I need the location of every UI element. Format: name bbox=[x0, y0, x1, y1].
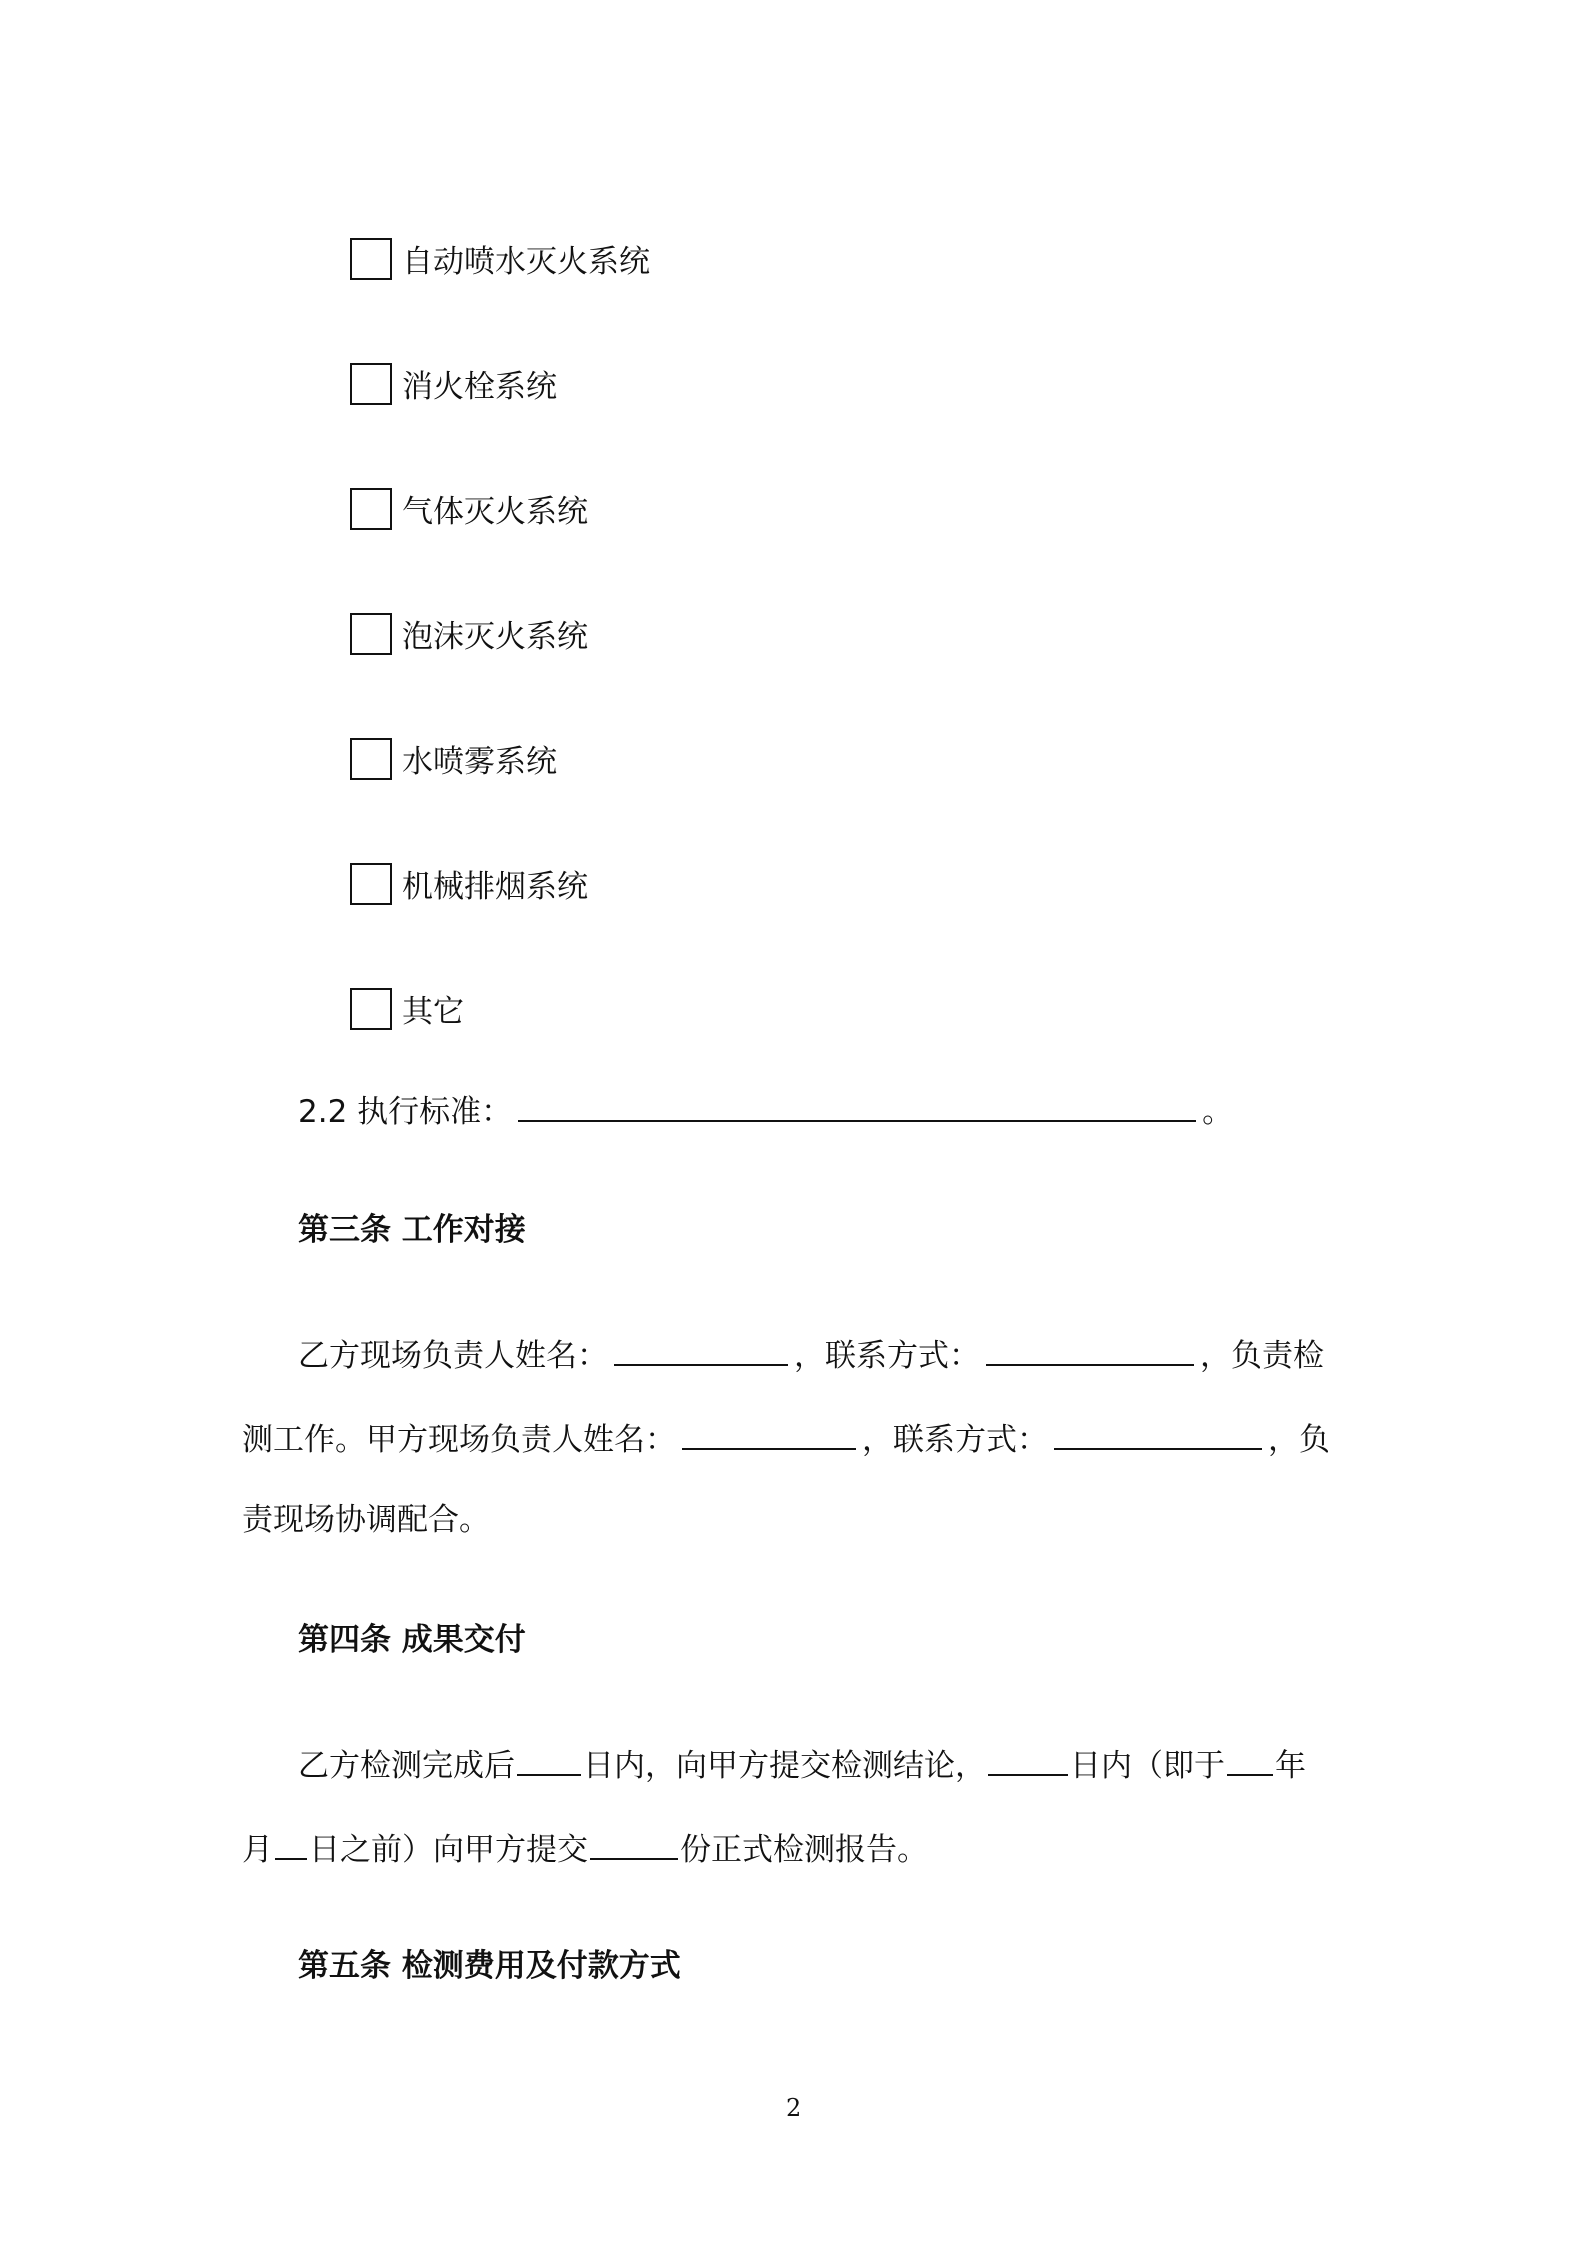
article4-line2 bbox=[242, 1828, 928, 1868]
article3-text: ，联系方式： bbox=[862, 1422, 1048, 1458]
day-blank[interactable] bbox=[275, 1828, 307, 1860]
article3-text: ，联系方式： bbox=[794, 1338, 980, 1374]
article4-text: 日之前）向甲方提交 bbox=[309, 1832, 588, 1868]
checkbox-item-sprinkler[interactable] bbox=[350, 232, 650, 280]
party-a-contact-blank[interactable] bbox=[1054, 1418, 1262, 1450]
checkbox-label: 消火栓系统 bbox=[402, 369, 557, 405]
party-b-name-blank[interactable] bbox=[614, 1334, 788, 1366]
standard-line bbox=[298, 1090, 1233, 1130]
checkbox-item-other[interactable] bbox=[350, 982, 464, 1030]
checkbox-label: 水喷雾系统 bbox=[402, 744, 557, 780]
article3-text: ，负责检 bbox=[1200, 1338, 1324, 1374]
page-number: 2 bbox=[786, 2094, 802, 2122]
article4-heading: 第四条 成果交付 bbox=[298, 1622, 526, 1658]
standard-end: 。 bbox=[1202, 1094, 1234, 1130]
checkbox-gas[interactable] bbox=[350, 488, 392, 530]
article3-text: 测工作。甲方现场负责人姓名： bbox=[242, 1422, 676, 1458]
article4-line1 bbox=[298, 1744, 1306, 1784]
checkbox-item-smoke-exhaust[interactable] bbox=[350, 857, 588, 905]
checkbox-label: 泡沫灭火系统 bbox=[402, 619, 588, 655]
standard-label: 2.2 执行标准： bbox=[298, 1094, 513, 1130]
article3-line1 bbox=[298, 1334, 1324, 1374]
year-blank[interactable] bbox=[1227, 1744, 1273, 1776]
article3-line2 bbox=[242, 1418, 1330, 1458]
party-a-name-blank[interactable] bbox=[682, 1418, 856, 1450]
checkbox-sprinkler[interactable] bbox=[350, 238, 392, 280]
article4-text: 乙方检测完成后 bbox=[298, 1748, 515, 1784]
checkbox-smoke-exhaust[interactable] bbox=[350, 863, 392, 905]
checkbox-label: 其它 bbox=[402, 994, 464, 1030]
article4-text: 日内（即于 bbox=[1070, 1748, 1225, 1784]
copies-blank[interactable] bbox=[590, 1828, 678, 1860]
article3-heading: 第三条 工作对接 bbox=[298, 1212, 526, 1248]
article4-text: 月 bbox=[242, 1832, 273, 1868]
checkbox-label: 气体灭火系统 bbox=[402, 494, 588, 530]
checkbox-water-spray[interactable] bbox=[350, 738, 392, 780]
checkbox-label: 机械排烟系统 bbox=[402, 869, 588, 905]
report-days-blank[interactable] bbox=[988, 1744, 1068, 1776]
article3-text: ，负 bbox=[1268, 1422, 1330, 1458]
checkbox-item-gas[interactable] bbox=[350, 482, 588, 530]
checkbox-item-hydrant[interactable] bbox=[350, 357, 557, 405]
checkbox-other[interactable] bbox=[350, 988, 392, 1030]
article5-heading: 第五条 检测费用及付款方式 bbox=[298, 1948, 681, 1984]
checkbox-item-foam[interactable] bbox=[350, 607, 588, 655]
standard-blank[interactable] bbox=[518, 1090, 1196, 1122]
article3-line3: 责现场协调配合。 bbox=[242, 1502, 490, 1538]
article4-text: 份正式检测报告。 bbox=[680, 1832, 928, 1868]
article3-text: 乙方现场负责人姓名： bbox=[298, 1338, 608, 1374]
conclusion-days-blank[interactable] bbox=[517, 1744, 581, 1776]
checkbox-hydrant[interactable] bbox=[350, 363, 392, 405]
article4-text: 日内，向甲方提交检测结论， bbox=[583, 1748, 986, 1784]
checkbox-item-water-spray[interactable] bbox=[350, 732, 557, 780]
checkbox-label: 自动喷水灭火系统 bbox=[402, 244, 650, 280]
checkbox-foam[interactable] bbox=[350, 613, 392, 655]
article4-text: 年 bbox=[1275, 1748, 1306, 1784]
party-b-contact-blank[interactable] bbox=[986, 1334, 1194, 1366]
